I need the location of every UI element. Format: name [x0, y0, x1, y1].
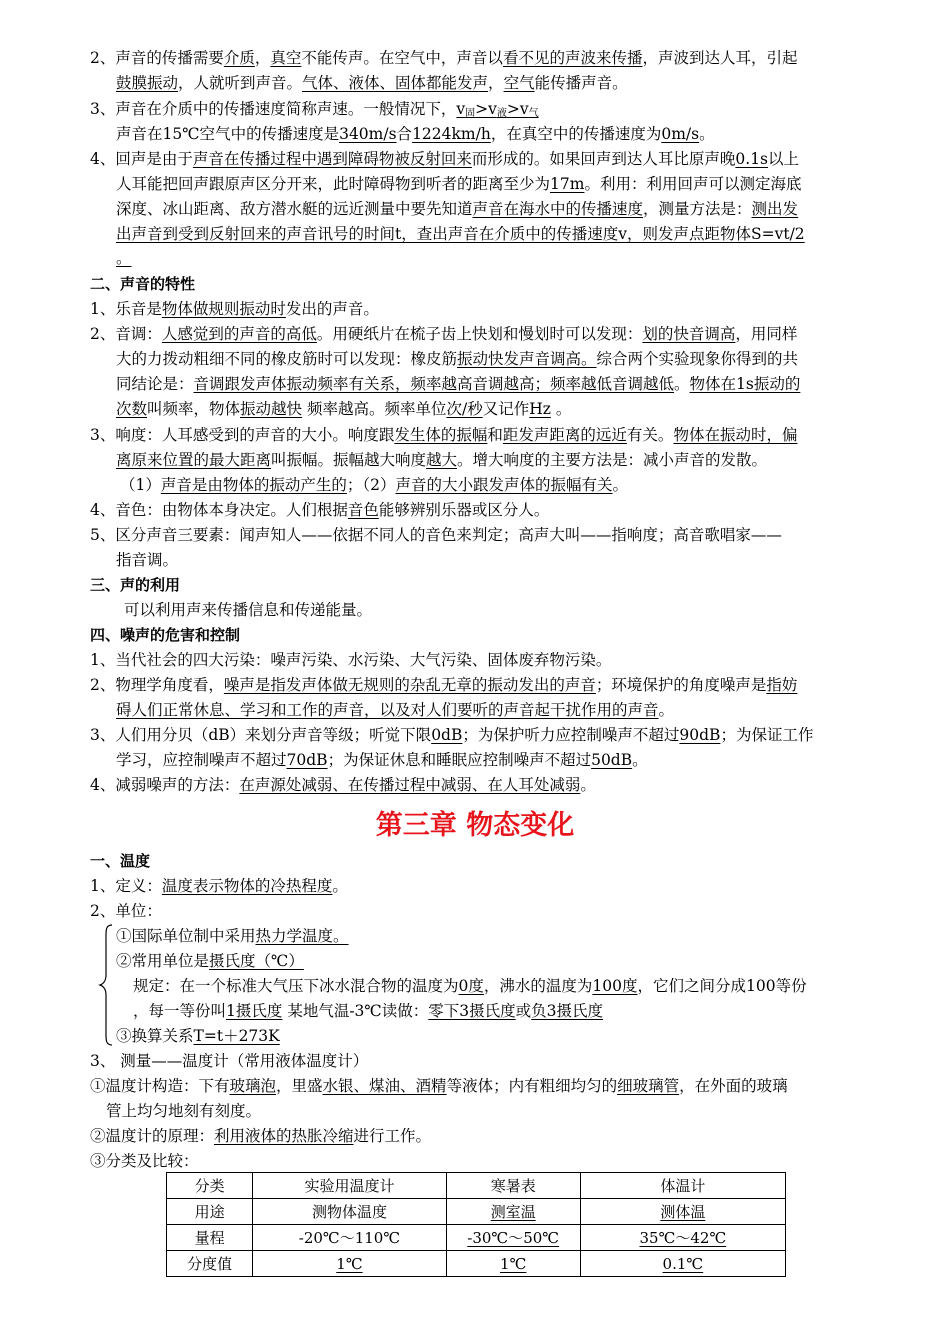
- para-pitch-l2: 大的力拨动粗细不同的橡皮筋时可以发现：橡皮筋振动快发声音调高。综合两个实验现象你得到的共: [116, 350, 799, 368]
- table-cell: 寒暑表: [446, 1173, 580, 1199]
- table-cell: 测室温: [446, 1199, 580, 1225]
- table-cell: 测物体温度: [253, 1199, 446, 1225]
- para-noise-definition: 2、物理学角度看，噪声是指发声体做无规则的杂乱无章的振动发出的声音；环境保护的角度噪声是指妨: [90, 676, 798, 694]
- section-heading-sound-use: 三、声的利用: [90, 576, 181, 594]
- para-loudness-l3: （1）声音是由物体的振动产生的；（2）声音的大小跟发声体的振幅有关。: [120, 476, 629, 494]
- table-cell: 分类: [167, 1173, 253, 1199]
- curly-brace: [98, 923, 114, 1047]
- section-heading-temperature: 一、温度: [90, 852, 151, 870]
- para-timbre: 4、音色：由物体本身决定。人们根据音色能够辨别乐器或区分人。: [90, 501, 550, 519]
- para-pitch-l4: 次数叫频率，物体振动越快 频率越高。频率单位次/秒又记作Hz 。: [116, 400, 572, 418]
- table-cell: -20℃～110℃: [253, 1225, 446, 1251]
- para-thermometer-classification: ③分类及比较：: [90, 1152, 199, 1170]
- unit-item-si: ①国际单位制中采用热力学温度。: [116, 927, 349, 945]
- para-sound-propagation-cont: 鼓膜振动，人就听到声音。气体、液体、固体都能发声，空气能传播声音。: [116, 74, 628, 92]
- section-heading-sound-characteristics: 二、声音的特性: [90, 275, 196, 293]
- para-noise-reduction: 4、减弱噪声的方法：在声源处减弱、在传播过程中减弱、在人耳处减弱。: [90, 776, 596, 794]
- para-temperature-unit: 2、单位：: [90, 902, 162, 920]
- para-echo-l4: 出声音到受到反射回来的声音讯号的时间t，查出声音在介质中的传播速度v，则发声点距物体S=vt/2: [116, 225, 805, 243]
- speed-order: $v_固>v_液>v_气$: [456, 100, 539, 119]
- para-decibel-l2: 学习，应控制噪声不超过70dB；为保证休息和睡眠应控制噪声不超过50dB。: [116, 751, 648, 769]
- unit-item-celsius: ②常用单位是摄氏度（℃）: [116, 952, 304, 970]
- unit-item-conversion: ③换算关系T=t＋273K: [116, 1027, 280, 1045]
- para-pitch: 2、音调：人感觉到的声音的高低。用硬纸片在梳子齿上快划和慢划时可以发现：划的快音调高，用同样: [90, 325, 798, 343]
- table-cell: 用途: [167, 1199, 253, 1225]
- table-row: [167, 1199, 786, 1225]
- para-pitch-l3: 同结论是：音调跟发声体振动频率有关系，频率越高音调越高；频率越低音调越低。物体在1s振动的: [116, 375, 801, 393]
- para-three-elements: 5、区分声音三要素：闻声知人——依据不同人的音色来判定；高声大叫——指响度；高音歌唱家——: [90, 526, 782, 544]
- para-musical-sound: 1、乐音是物体做规则振动时发出的声音。: [90, 300, 379, 318]
- para-four-pollutions: 1、当代社会的四大污染：噪声污染、水污染、大气污染、固体废弃物污染。: [90, 651, 612, 669]
- para-sound-speed: 3、声音在介质中的传播速度简称声速。一般情况下，$v_固>v_液>v_气$: [90, 100, 539, 119]
- para-decibel: 3、人们用分贝（dB）来划分声音等级；听觉下限0dB；为保护听力应控制噪声不超过90dB；为保证工作: [90, 726, 814, 744]
- para-sound-speed-values: 声音在15℃空气中的传播速度是340m/s合1224km/h，在真空中的传播速度为0m/s。: [116, 125, 715, 143]
- unit-item-celsius-rule: 规定：在一个标准大气压下冰水混合物的温度为0度，沸水的温度为100度，它们之间分成100等份: [133, 977, 807, 995]
- table-cell: 分度值: [167, 1251, 253, 1277]
- table-row: [167, 1251, 786, 1277]
- para-echo: 4、回声是由于声音在传播过程中遇到障碍物被反射回来而形成的。如果回声到达人耳比原声晚0.1s以上: [90, 150, 800, 168]
- table-row: [167, 1173, 786, 1199]
- para-loudness: 3、响度：人耳感受到的声音的大小。响度跟发生体的振幅和距发声距离的远近有关。物体在振动时，偏: [90, 426, 798, 444]
- table-cell: 35℃～42℃: [580, 1225, 785, 1251]
- table-cell: 实验用温度计: [253, 1173, 446, 1199]
- para-echo-l2: 人耳能把回声跟原声区分开来，此时障碍物到听者的距离至少为17m。利用：利用回声可以测定海底: [116, 175, 802, 193]
- para-thermometer-structure-l2: 管上均匀地刻有刻度。: [106, 1102, 262, 1120]
- table-row: [167, 1225, 786, 1251]
- para-temperature-definition: 1、定义：温度表示物体的冷热程度。: [90, 877, 348, 895]
- thermometer-comparison-table: [166, 1172, 786, 1277]
- table-cell: 测体温: [580, 1199, 785, 1225]
- table-cell: 1℃: [446, 1251, 580, 1277]
- table-cell: -30℃～50℃: [446, 1225, 580, 1251]
- para-sound-propagation: 2、声音的传播需要介质，真空不能传声。在空气中，声音以看不见的声波来传播，声波到达人耳，引起: [90, 49, 798, 67]
- table-cell: 体温计: [580, 1173, 785, 1199]
- unit-item-celsius-rule-l2: ，每一等份叫1摄氏度 某地气温-3℃读做：零下3摄氏度或负3摄氏度: [133, 1002, 604, 1020]
- para-noise-definition-l2: 碍人们正常休息、学习和工作的声音，以及对人们要听的声音起干扰作用的声音。: [116, 701, 675, 719]
- para-loudness-l2: 离原来位置的最大距离叫振幅。振幅越大响度越大。增大响度的主要方法是：减小声音的发散。: [116, 451, 768, 469]
- chapter-title: 第三章 物态变化: [375, 810, 575, 841]
- para-sound-use: 可以利用声来传播信息和传递能量。: [124, 601, 373, 619]
- para-echo-l3: 深度、冰山距离、敌方潜水艇的远近测量中要先知道声音在海水中的传播速度，测量方法是：测出发: [116, 200, 799, 218]
- table-cell: 量程: [167, 1225, 253, 1251]
- para-echo-l5: 。: [116, 249, 132, 267]
- para-three-elements-l2: 指音调。: [116, 551, 179, 569]
- para-thermometer-principle: ②温度计的原理：利用液体的热胀冷缩进行工作。: [90, 1127, 432, 1145]
- section-heading-noise: 四、噪声的危害和控制: [90, 626, 241, 644]
- table-cell: 1℃: [253, 1251, 446, 1277]
- table-cell: 0.1℃: [580, 1251, 785, 1277]
- para-thermometer-structure: ①温度计构造：下有玻璃泡，里盛水银、煤油、酒精等液体；内有粗细均匀的细玻璃管，在外面的玻璃: [90, 1077, 788, 1095]
- para-measurement: 3、 测量——温度计（常用液体温度计）: [90, 1052, 369, 1070]
